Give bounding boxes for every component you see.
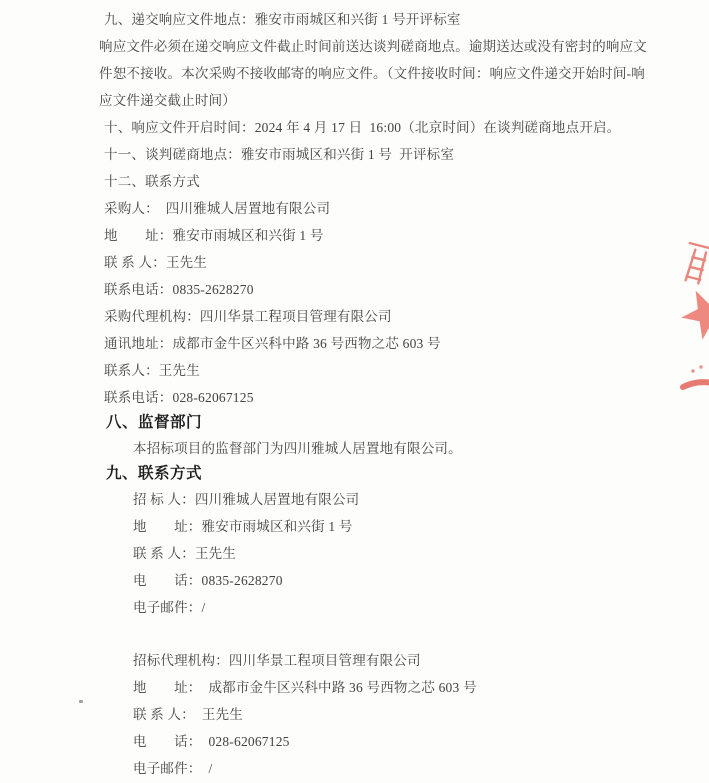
line-response-note-1: 响应文件必须在递交响应文件截止时间前送达谈判磋商地点。逾期送达或没有密封的响应文 [99,39,647,54]
heading-contact-method-9: 九、联系方式 [106,465,203,482]
line-procure-agency-phone: 联系电话：028-62067125 [104,390,254,405]
line-tender-agency-email: 电子邮件： / [133,761,213,776]
line-tenderer: 招 标 人：四川雅城人居置地有限公司 [133,492,360,507]
line-purchaser-phone: 联系电话：0835-2628270 [104,282,254,297]
heading-supervision-dept: 八、监督部门 [106,414,203,431]
line-tender-agency-address: 地 址： 成都市金牛区兴科中路 36 号西物之芯 603 号 [133,680,477,695]
line-submit-location: 九、递交响应文件地点：雅安市雨城区和兴街 1 号开评标室 [104,12,461,27]
line-negotiation-location: 十一、谈判磋商地点：雅安市雨城区和兴街 1 号 开评标室 [104,147,455,162]
line-tenderer-email: 电子邮件：/ [133,600,206,615]
line-tender-agency-contact: 联 系 人： 王先生 [133,707,243,722]
line-response-note-2: 件恕不接收。本次采购不接收邮寄的响应文件。（文件接收时间：响应文件递交开始时间-响 [99,66,645,81]
line-purchaser-contact: 联 系 人：王先生 [104,255,208,270]
line-purchaser: 采购人： 四川雅城人居置地有限公司 [104,201,331,216]
line-tender-agency: 招标代理机构：四川华景工程项目管理有限公司 [133,653,421,668]
line-procure-agency-address: 通讯地址：成都市金牛区兴科中路 36 号西物之芯 603 号 [104,336,441,351]
line-open-time: 十、响应文件开启时间：2024 年 4 月 17 日 16:00（北京时间）在谈判磋商地点开启。 [104,120,621,135]
line-procure-agency: 采购代理机构：四川华景工程项目管理有限公司 [104,309,392,324]
line-tenderer-contact: 联 系 人：王先生 [133,546,237,561]
line-tender-agency-phone: 电 话： 028-62067125 [133,734,290,749]
scan-speck [79,700,83,703]
line-contact-method-12: 十二、联系方式 [104,174,200,189]
line-procure-agency-contact: 联系人：王先生 [104,363,200,378]
line-purchaser-address: 地 址：雅安市雨城区和兴街 1 号 [104,228,324,243]
line-supervision-body: 本招标项目的监督部门为四川雅城人居置地有限公司。 [133,441,462,456]
document-body [0,6,709,782]
line-tenderer-address: 地 址：雅安市雨城区和兴街 1 号 [133,519,353,534]
line-response-note-3: 应文件递交截止时间） [99,93,236,108]
line-tenderer-phone: 电 话：0835-2628270 [133,573,283,588]
